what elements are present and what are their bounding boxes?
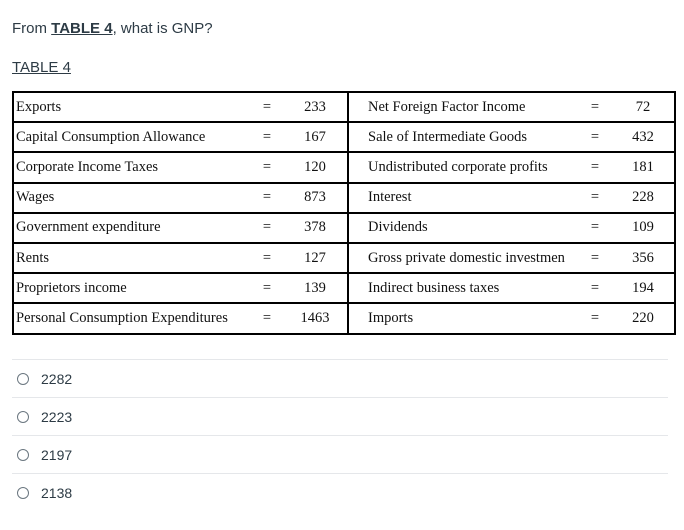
table-left-equals: =: [251, 273, 283, 303]
table-left-equals: =: [251, 303, 283, 333]
radio-button-icon[interactable]: [17, 411, 29, 423]
table-left-value: 1463: [283, 303, 348, 333]
table-right-equals: =: [578, 303, 612, 333]
table-left-value: 873: [283, 183, 348, 213]
table-left-label: Proprietors income: [13, 273, 251, 303]
answer-label: 2282: [41, 370, 73, 387]
table-right-equals: =: [578, 243, 612, 273]
table-left-label: Exports: [13, 92, 251, 122]
answer-label: 2138: [41, 484, 73, 501]
table-right-equals: =: [578, 152, 612, 182]
table-right-label: Undistributed corporate profits: [348, 152, 578, 182]
table-left-label: Capital Consumption Allowance: [13, 122, 251, 152]
table-right-label: Interest: [348, 183, 578, 213]
radio-button-icon[interactable]: [17, 449, 29, 461]
table-right-value: 432: [612, 122, 675, 152]
table-right-equals: =: [578, 92, 612, 122]
table-left-equals: =: [251, 152, 283, 182]
radio-button-icon[interactable]: [17, 487, 29, 499]
table-row: [13, 92, 675, 122]
table-4-link[interactable]: TABLE 4: [51, 20, 113, 37]
table-left-value: 139: [283, 273, 348, 303]
table-right-label: Imports: [348, 303, 578, 333]
table-left-label: Personal Consumption Expenditures: [13, 303, 251, 333]
table-left-label: Rents: [13, 243, 251, 273]
answer-label: 2223: [41, 408, 73, 425]
table-right-equals: =: [578, 122, 612, 152]
table-left-label: Government expenditure: [13, 213, 251, 243]
table-left-label: Wages: [13, 183, 251, 213]
table-left-equals: =: [251, 92, 283, 122]
answer-option[interactable]: [12, 435, 668, 473]
question-text: [12, 20, 213, 37]
table-right-label: Gross private domestic investmen: [348, 243, 578, 273]
question-suffix: , what is GNP?: [112, 20, 213, 37]
table-left-equals: =: [251, 122, 283, 152]
data-table: [12, 91, 676, 335]
answer-list: [12, 359, 668, 511]
answer-label: 2197: [41, 446, 73, 463]
table-right-value: 220: [612, 303, 675, 333]
table-right-equals: =: [578, 183, 612, 213]
table-row: [13, 213, 675, 243]
table-left-equals: =: [251, 183, 283, 213]
question-prefix: From: [12, 20, 52, 37]
table-left-value: 120: [283, 152, 348, 182]
answer-option[interactable]: [12, 359, 668, 397]
table-right-label: Indirect business taxes: [348, 273, 578, 303]
table-right-equals: =: [578, 213, 612, 243]
table-row: [13, 122, 675, 152]
table-right-label: Sale of Intermediate Goods: [348, 122, 578, 152]
answer-option[interactable]: [12, 397, 668, 435]
table-right-value: 181: [612, 152, 675, 182]
table-left-value: 167: [283, 122, 348, 152]
table-title: TABLE 4: [12, 59, 71, 76]
table-right-label: Net Foreign Factor Income: [348, 92, 578, 122]
table-row: [13, 243, 675, 273]
table-right-value: 228: [612, 183, 675, 213]
table-right-value: 109: [612, 213, 675, 243]
table-left-value: 233: [283, 92, 348, 122]
table-right-label: Dividends: [348, 213, 578, 243]
table-right-value: 72: [612, 92, 675, 122]
table-row: [13, 183, 675, 213]
table-left-value: 127: [283, 243, 348, 273]
table-left-equals: =: [251, 213, 283, 243]
table-left-value: 378: [283, 213, 348, 243]
table-row: [13, 303, 675, 333]
table-left-label: Corporate Income Taxes: [13, 152, 251, 182]
table-left-equals: =: [251, 243, 283, 273]
table-right-value: 356: [612, 243, 675, 273]
radio-button-icon[interactable]: [17, 373, 29, 385]
table-row: [13, 273, 675, 303]
table-right-equals: =: [578, 273, 612, 303]
answer-option[interactable]: [12, 473, 668, 511]
table-row: [13, 152, 675, 182]
table-right-value: 194: [612, 273, 675, 303]
